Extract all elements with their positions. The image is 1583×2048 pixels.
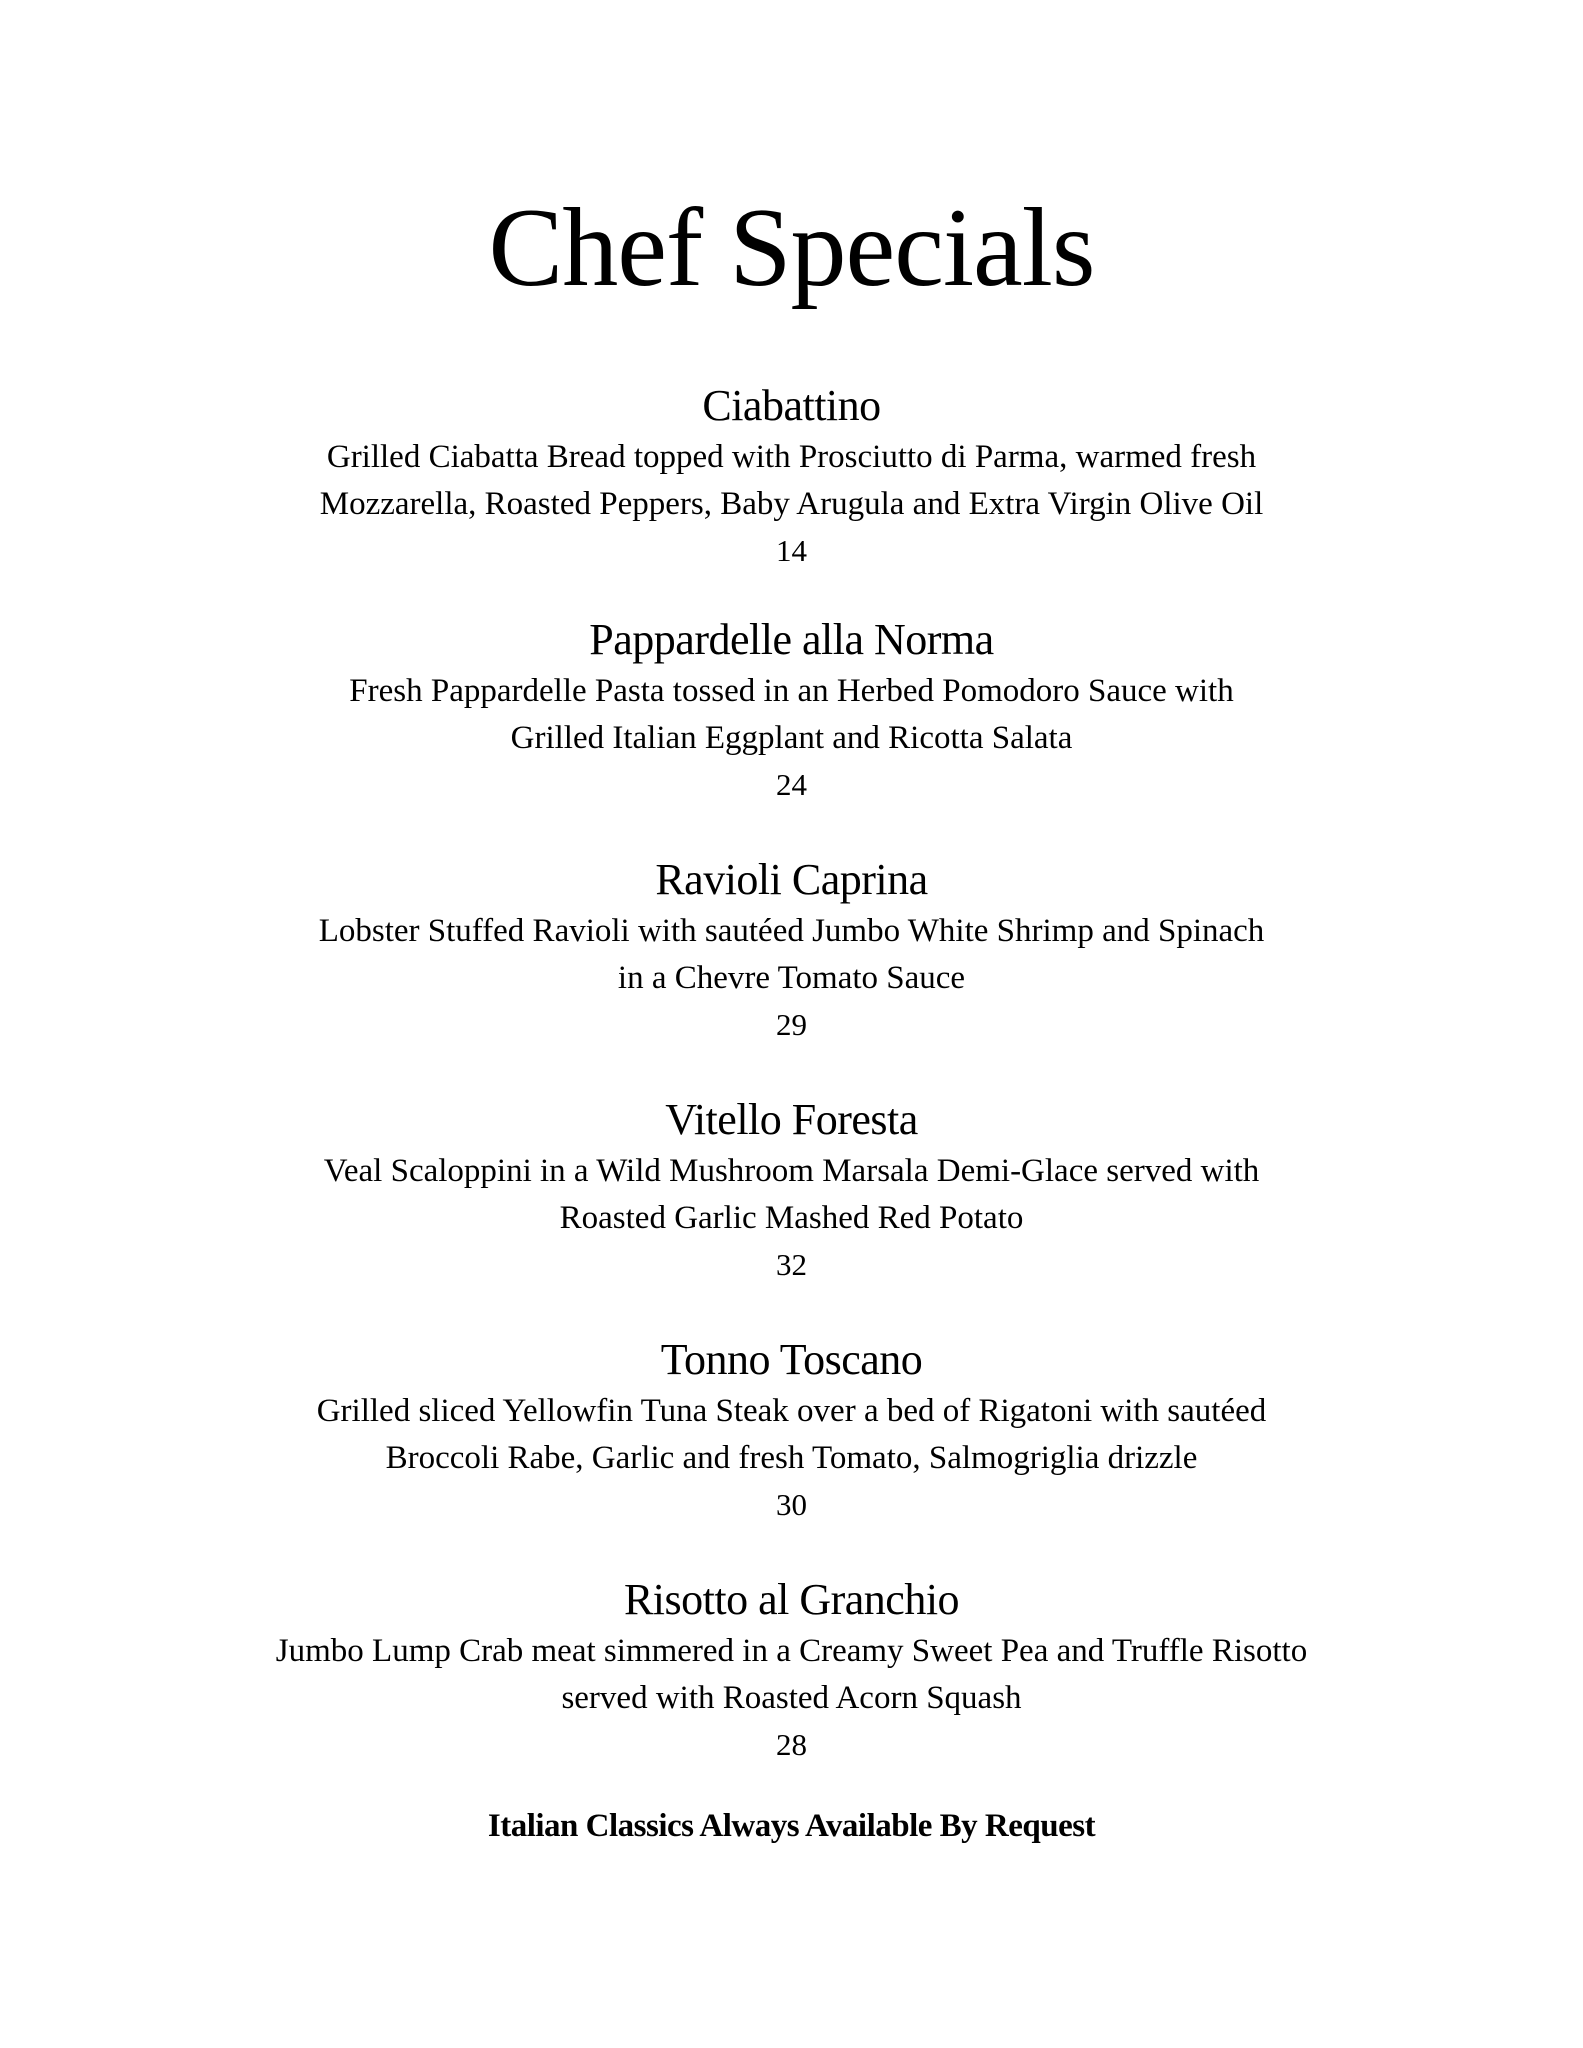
item-description-line: Grilled Ciabatta Bread topped with Prosciutto di Parma, warmed fresh bbox=[326, 439, 1257, 475]
menu-item-ravioli bbox=[0, 852, 1583, 1048]
item-description-line: Mozzarella, Roasted Peppers, Baby Arugula and Extra Virgin Olive Oil bbox=[319, 486, 1264, 522]
item-description-line: Roasted Garlic Mashed Red Potato bbox=[559, 1200, 1024, 1236]
menu-item-pappardelle bbox=[0, 612, 1583, 808]
item-name: Ravioli Caprina bbox=[655, 855, 928, 904]
menu-item-ciabattino bbox=[0, 378, 1583, 574]
item-price: 14 bbox=[776, 533, 807, 568]
item-name: Risotto al Granchio bbox=[623, 1575, 960, 1624]
item-price: 30 bbox=[776, 1487, 807, 1522]
item-name: Ciabattino bbox=[702, 381, 881, 430]
menu-item-tonno bbox=[0, 1332, 1583, 1528]
item-description-line: Veal Scaloppini in a Wild Mushroom Marsala Demi-Glace served with bbox=[323, 1153, 1260, 1189]
item-description-line: Broccoli Rabe, Garlic and fresh Tomato, Salmogriglia drizzle bbox=[385, 1440, 1198, 1476]
item-description-line: Lobster Stuffed Ravioli with sautéed Jumbo White Shrimp and Spinach bbox=[318, 913, 1265, 949]
item-price: 24 bbox=[776, 767, 807, 802]
footer-note: Italian Classics Always Available By Request bbox=[487, 1808, 1096, 1844]
menu-title: Chef Specials bbox=[488, 186, 1095, 310]
item-price: 29 bbox=[776, 1007, 807, 1042]
item-description-line: Jumbo Lump Crab meat simmered in a Creamy Sweet Pea and Truffle Risotto bbox=[275, 1633, 1308, 1669]
item-name: Tonno Toscano bbox=[660, 1335, 923, 1384]
item-description-line: served with Roasted Acorn Squash bbox=[561, 1680, 1022, 1716]
item-description-line: Grilled sliced Yellowfin Tuna Steak over a bed of Rigatoni with sautéed bbox=[316, 1393, 1267, 1429]
menu-item-vitello bbox=[0, 1092, 1583, 1288]
item-name: Vitello Foresta bbox=[665, 1095, 918, 1144]
item-description-line: Grilled Italian Eggplant and Ricotta Salata bbox=[510, 720, 1073, 756]
item-description-line: in a Chevre Tomato Sauce bbox=[617, 960, 966, 996]
item-name: Pappardelle alla Norma bbox=[589, 615, 994, 664]
menu-item-risotto bbox=[0, 1572, 1583, 1768]
item-description-line: Fresh Pappardelle Pasta tossed in an Herbed Pomodoro Sauce with bbox=[349, 673, 1234, 709]
item-price: 28 bbox=[776, 1727, 807, 1762]
item-price: 32 bbox=[776, 1247, 807, 1282]
